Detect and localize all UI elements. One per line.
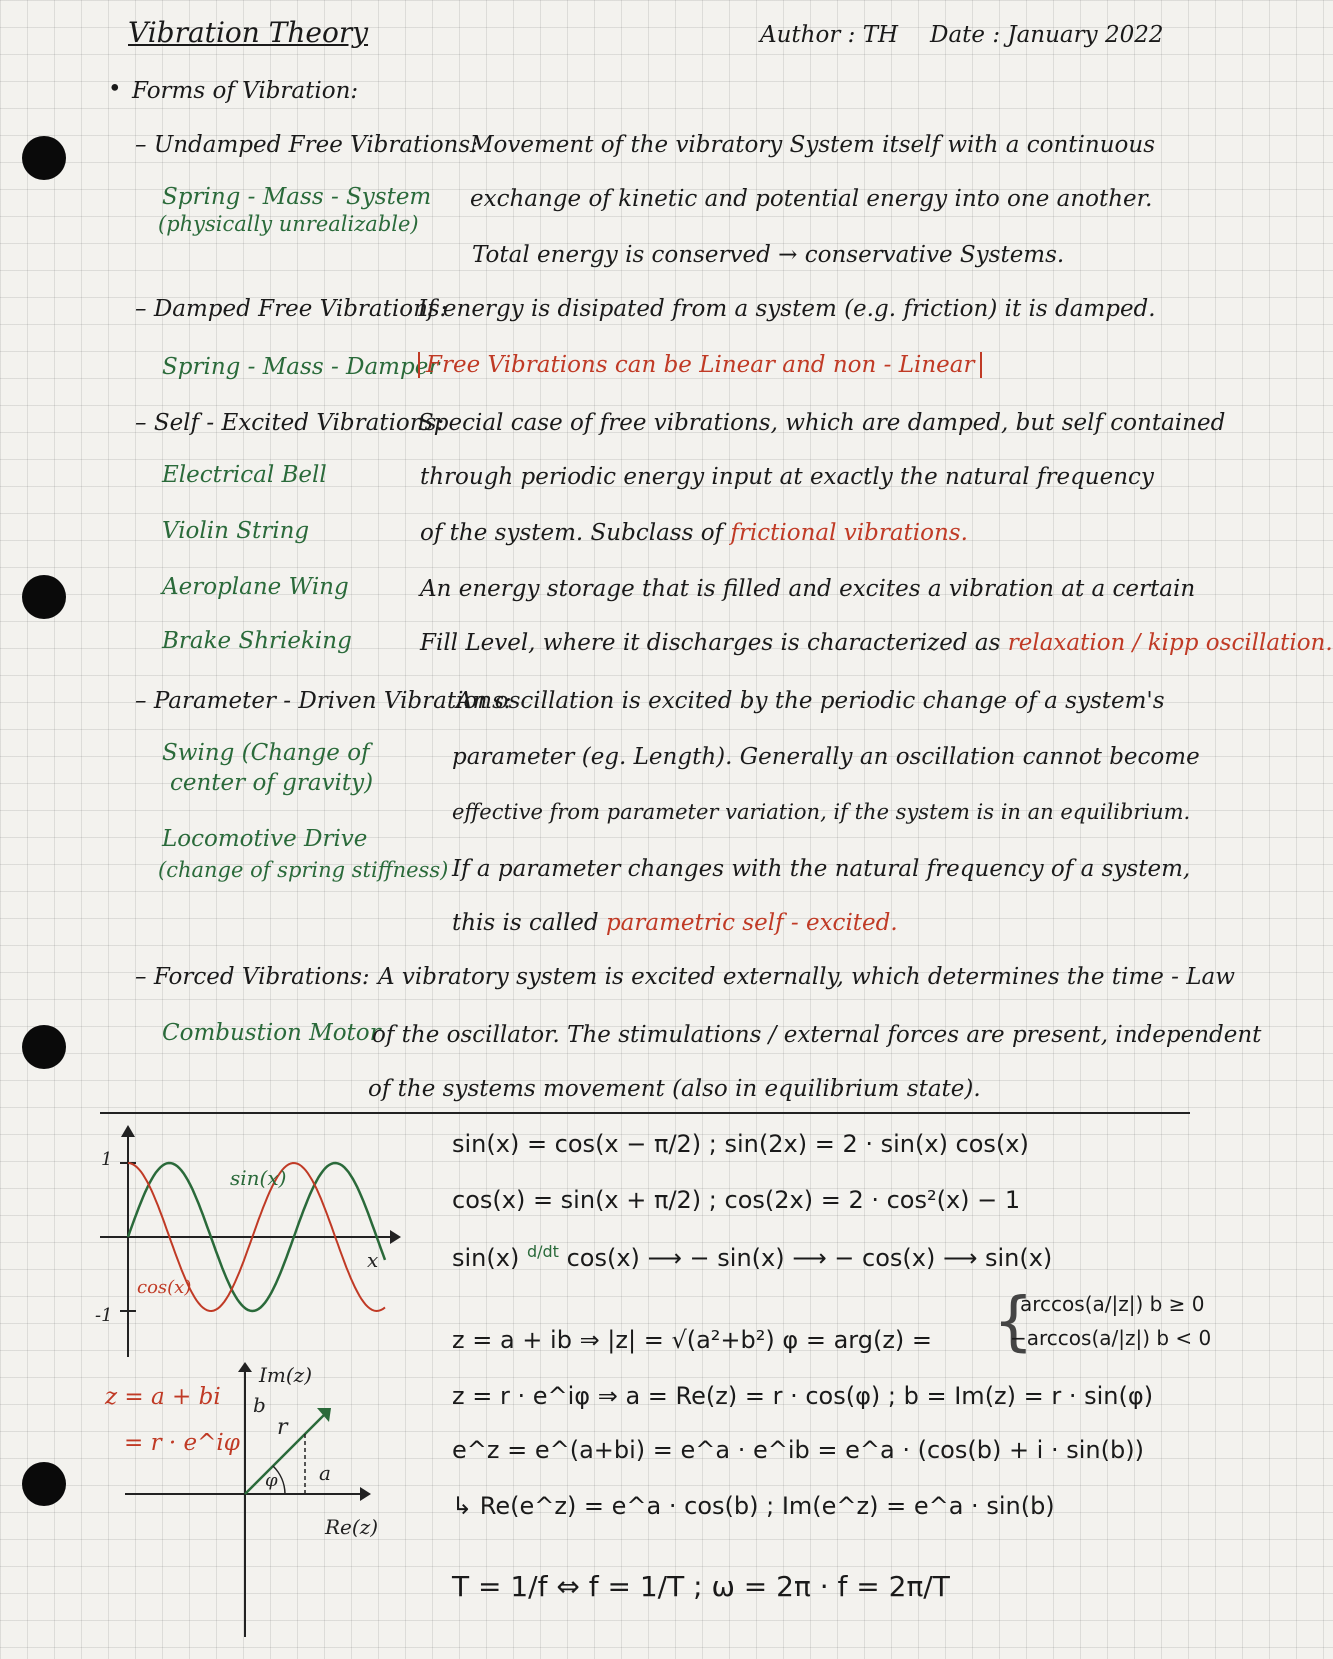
re-axis-arrow	[360, 1487, 371, 1501]
formula-re-im: ↳ Re(e^z) = e^a · cos(b) ; Im(e^z) = e^a · sin(b)	[452, 1492, 1055, 1520]
tick-neg-label: -1	[95, 1305, 113, 1326]
undamped-example1: Spring - Mass - System	[162, 184, 432, 210]
forced-example: Combustion Motor	[162, 1020, 381, 1046]
self-excited-line5	[420, 630, 1333, 656]
frictional-vibrations: frictional vibrations.	[730, 520, 968, 546]
x-axis-arrow	[390, 1230, 401, 1244]
damped-example: Spring - Mass - Damper	[162, 354, 440, 380]
forced-heading-text: Forced Vibrations:	[153, 964, 370, 990]
parameter-heading-text: Parameter - Driven Vibrations:	[153, 688, 512, 714]
y-axis-arrow	[121, 1125, 135, 1137]
im-label: Im(z)	[259, 1363, 313, 1387]
forced-line1: A vibratory system is excited externally, which determines the time - Law	[378, 964, 1235, 990]
self-excited-line5a: Fill Level, where it discharges is characterized as	[420, 630, 1001, 656]
self-excited-line4: An energy storage that is filled and excites a vibration at a certain	[420, 576, 1196, 602]
complex-plane-plot	[115, 1362, 405, 1642]
formula-case1	[1020, 1292, 1205, 1316]
formula-modulus: z = a + ib ⇒ |z| = √(a²+b²) φ = arg(z) =	[452, 1326, 933, 1354]
self-excited-example2: Violin String	[162, 518, 310, 544]
formula-derivative	[452, 1242, 1052, 1272]
self-excited-heading-text: Self - Excited Vibrations:	[153, 410, 445, 436]
self-excited-line1: Special case of free vibrations, which are damped, but self contained	[418, 410, 1226, 436]
im-axis-arrow	[238, 1362, 252, 1372]
undamped-heading: – Undamped Free Vibrations:	[135, 132, 478, 158]
parameter-example2b: (change of spring stiffness)	[158, 858, 449, 882]
forced-line3: of the systems movement (also in equilibrium state).	[368, 1076, 981, 1102]
binder-hole-1	[22, 136, 66, 180]
damped-line1: If energy is disipated from a system (e.g. friction) it is damped.	[418, 296, 1156, 322]
formula-polar: z = r · e^iφ ⇒ a = Re(z) = r · cos(φ) ; b = Im(z) = r · sin(φ)	[452, 1382, 1154, 1410]
parameter-line3: effective from parameter variation, if the system is in an equilibrium.	[452, 800, 1191, 824]
forced-line2: of the oscillator. The stimulations / external forces are present, independent	[372, 1022, 1262, 1048]
phi-label: φ	[265, 1470, 278, 1491]
self-excited-line3a: of the system. Subclass of	[420, 520, 724, 546]
b-label: b	[253, 1393, 266, 1417]
cos-label: cos(x)	[137, 1277, 192, 1298]
date: Date : January 2022	[930, 22, 1164, 48]
formula-period: T = 1/f ⇔ f = 1/T ; ω = 2π · f = 2π/T	[452, 1570, 950, 1603]
undamped-line2: exchange of kinetic and potential energy into one another.	[470, 186, 1153, 212]
r-label: r	[277, 1415, 288, 1440]
parameter-line5a: this is called	[452, 910, 599, 936]
formula-case2	[1010, 1326, 1211, 1350]
self-excited-heading: – Self - Excited Vibrations:	[135, 410, 445, 436]
binder-hole-4	[22, 1462, 66, 1506]
forced-heading: – Forced Vibrations:	[135, 964, 370, 990]
relaxation-oscillation: relaxation / kipp oscillation.	[1007, 630, 1333, 656]
formula-sin: sin(x) = cos(x − π/2) ; sin(2x) = 2 · sin(x) cos(x)	[452, 1130, 1029, 1158]
divider-line	[100, 1112, 1190, 1114]
re-label: Re(z)	[325, 1515, 379, 1539]
x-label: x	[367, 1248, 379, 1272]
undamped-example2: (physically unrealizable)	[158, 212, 419, 236]
parameter-heading: – Parameter - Driven Vibrations:	[135, 688, 512, 714]
parameter-example1b: center of gravity)	[170, 770, 374, 796]
section-heading: Forms of Vibration:	[132, 78, 359, 104]
self-excited-example4: Brake Shrieking	[162, 628, 352, 654]
formula-case-brace: {	[993, 1285, 1034, 1359]
formula-case2-text: −arccos(a/|z|) b < 0	[1010, 1326, 1212, 1350]
parameter-line5	[452, 910, 898, 936]
self-excited-line2: through periodic energy input at exactly the natural frequency	[420, 464, 1154, 490]
binder-hole-3	[22, 1025, 66, 1069]
bullet: •	[108, 76, 122, 102]
damped-heading-text: Damped Free Vibrations:	[153, 296, 448, 322]
self-excited-line3	[420, 520, 968, 546]
damped-note: Free Vibrations can be Linear and non - Linear	[418, 352, 982, 378]
self-excited-example3: Aeroplane Wing	[162, 574, 349, 600]
sin-label: sin(x)	[230, 1166, 287, 1190]
self-excited-example1: Electrical Bell	[162, 462, 327, 488]
tick-pos-label: 1	[101, 1149, 113, 1170]
formula-cos: cos(x) = sin(x + π/2) ; cos(2x) = 2 · cos²(x) − 1	[452, 1186, 1021, 1214]
parameter-line4: If a parameter changes with the natural frequency of a system,	[452, 856, 1191, 882]
page-title: Vibration Theory	[128, 16, 369, 49]
sine-cosine-plot	[95, 1125, 405, 1365]
complex-eq1: z = a + bi	[105, 1384, 221, 1410]
formula-case1-text: arccos(a/|z|) b ≥ 0	[1020, 1292, 1205, 1316]
formula-euler: e^z = e^(a+bi) = e^a · e^ib = e^a · (cos(b) + i · sin(b))	[452, 1436, 1144, 1464]
author: Author : TH	[760, 22, 899, 48]
damped-heading: – Damped Free Vibrations:	[135, 296, 448, 322]
formula-derivative-chain: cos(x) ⟶ − sin(x) ⟶ − cos(x) ⟶ sin(x)	[566, 1244, 1053, 1272]
parameter-line2: parameter (eg. Length). Generally an oscillation cannot become	[452, 744, 1200, 770]
derivative-operator: d/dt	[526, 1242, 559, 1261]
parameter-example1a: Swing (Change of	[162, 740, 370, 766]
parametric-self-excited: parametric self - excited.	[605, 910, 898, 936]
undamped-heading-text: Undamped Free Vibrations:	[153, 132, 478, 158]
parameter-line1: An oscillation is excited by the periodic change of a system's	[456, 688, 1165, 714]
formula-derivative-start: sin(x)	[452, 1244, 520, 1272]
binder-hole-2	[22, 575, 66, 619]
parameter-example2a: Locomotive Drive	[162, 826, 368, 852]
complex-eq2: = r · e^iφ	[124, 1430, 240, 1456]
a-label: a	[319, 1461, 331, 1485]
undamped-line3: Total energy is conserved → conservative Systems.	[472, 242, 1065, 268]
undamped-line1: Movement of the vibratory System itself with a continuous	[470, 132, 1155, 158]
